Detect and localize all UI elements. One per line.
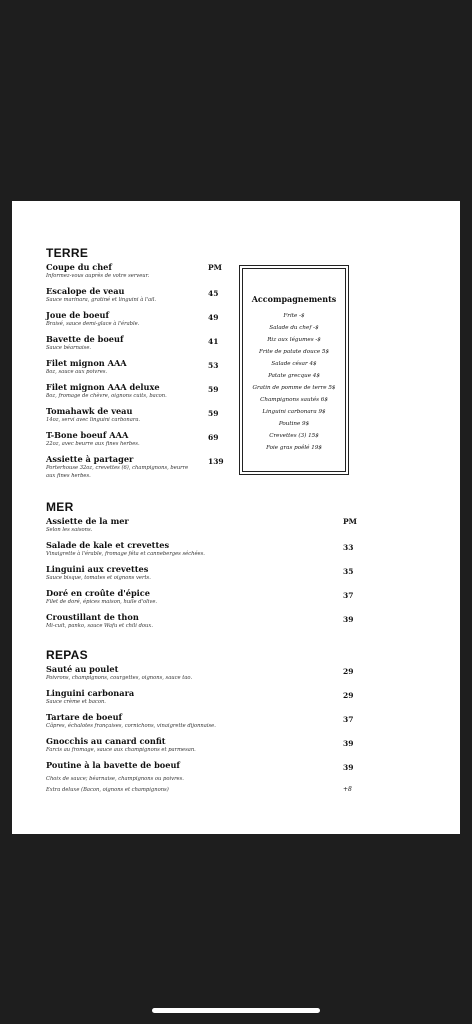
side-item: Champignons sautés 6$ (260, 397, 328, 403)
side-item: Poutine 9$ (278, 421, 310, 427)
item-name: Croustillant de thon (46, 612, 139, 622)
item-name: Sauté au poulet (46, 664, 119, 674)
side-item: Patate grecque 4$ (268, 373, 320, 379)
menu-item (46, 262, 206, 281)
item-desc: Sauce béarnaise. (46, 345, 92, 351)
item-desc: 22oz, avec beurre aux fines herbes. (46, 441, 140, 447)
menu-item (46, 358, 206, 377)
item-desc: Sauce bisque, tomates et oignons verts. (46, 575, 151, 581)
item-name: Joue de boeuf (46, 310, 110, 320)
side-item: Linguini carbonara 9$ (262, 409, 326, 415)
item-price: 139 (208, 457, 224, 466)
side-item: Crevettes (3) 15$ (269, 433, 319, 439)
side-item: Salade césar 4$ (271, 361, 317, 367)
menu-item (46, 454, 196, 480)
side-item: Foie gras poêlé 19$ (266, 445, 322, 451)
menu-page (12, 201, 460, 834)
item-price: 39 (343, 615, 354, 624)
menu-item (46, 310, 206, 329)
item-desc: Mi-cuit, panko, sauce Wafu et chili doux. (46, 623, 153, 629)
item-desc: Farcis au fromage, sauce aux champignons et parmesan. (46, 747, 196, 753)
section-title-terre: TERRE (46, 246, 89, 260)
menu-item (46, 564, 306, 583)
item-extra-price: +8 (343, 786, 352, 793)
item-price: 45 (208, 289, 219, 298)
menu-item (46, 540, 306, 559)
item-name: Coupe du chef (46, 262, 112, 272)
item-name: Tartare de boeuf (46, 712, 123, 722)
item-name: Assiette de la mer (46, 516, 129, 526)
item-price: 53 (208, 361, 219, 370)
menu-item (46, 430, 206, 449)
item-name: Poutine à la bavette de boeuf (46, 760, 180, 770)
item-desc: Sauce crème et bacon. (46, 699, 106, 705)
section-title-mer: MER (46, 500, 74, 514)
item-price: 33 (343, 543, 354, 552)
item-name: Escalope de veau (46, 286, 125, 296)
section-title-repas: REPAS (46, 648, 88, 662)
item-name: Doré en croûte d'épice (46, 588, 150, 598)
item-price: 39 (343, 763, 354, 772)
menu-item (46, 334, 206, 353)
item-desc: 14oz, servi avec linguini carbonara. (46, 417, 141, 423)
home-indicator[interactable] (152, 1008, 320, 1013)
item-desc: Filet de doré, épices maison, huile d'olive. (46, 599, 158, 605)
price-header-terre: PM (208, 263, 222, 272)
item-desc: 8oz, fromage de chèvre, oignons cuits, bacon. (46, 393, 167, 399)
item-price: 35 (343, 567, 354, 576)
price-header-mer: PM (343, 517, 357, 526)
item-desc: Braisé, sauce demi-glace à l'érable. (46, 321, 140, 327)
item-name: Gnocchis au canard confit (46, 736, 166, 746)
item-name: Assiette à partager (46, 454, 134, 464)
item-desc: Selon les saisons. (46, 527, 93, 533)
accompagnements-title: Accompagnements (251, 294, 337, 304)
item-price: 59 (208, 409, 219, 418)
item-desc: Informez-vous auprès de votre serveur. (46, 273, 150, 279)
side-item: Riz aux légumes -$ (267, 337, 321, 343)
item-price: 41 (208, 337, 219, 346)
item-price: 49 (208, 313, 219, 322)
item-desc: Porterhouse 32oz, crevettes (6), champignons, beurre aux fines herbes. (46, 465, 189, 479)
menu-item (46, 406, 206, 425)
item-desc: Câpres, échalotes françaises, cornichons, vinaigrette dijonnaise. (46, 723, 216, 729)
menu-item (46, 286, 206, 305)
item-price: 39 (343, 739, 354, 748)
menu-item (46, 688, 306, 707)
item-desc: Choix de sauce; béarnaise, champignons ou poivres. (46, 776, 184, 782)
item-desc: Poivrons, champignons, courgettes, oignons, sauce tao. (46, 675, 193, 681)
item-name: Linguini carbonara (46, 688, 135, 698)
item-price: 29 (343, 667, 354, 676)
item-name: Linguini aux crevettes (46, 564, 149, 574)
item-name: Filet mignon AAA (46, 358, 127, 368)
item-extra: Extra deluxe (Bacon, oignons et champignons) (46, 786, 169, 793)
item-desc: Sauce marinara, gratiné et linguini à l'ail. (46, 297, 157, 303)
item-name: T-Bone boeuf AAA (46, 430, 129, 440)
menu-item (46, 712, 306, 731)
item-desc: Vinaigrette à l'érable, fromage féta et canneberges séchées. (46, 551, 205, 557)
side-item: Frite -$ (283, 313, 305, 319)
menu-item (46, 516, 306, 535)
item-price: 37 (343, 715, 354, 724)
accompagnements-box (239, 265, 349, 475)
menu-item (46, 736, 306, 755)
menu-item (46, 588, 306, 607)
item-price: 37 (343, 591, 354, 600)
item-name: Bavette de boeuf (46, 334, 124, 344)
menu-item (46, 664, 306, 683)
menu-item (46, 760, 180, 771)
menu-item (46, 612, 306, 631)
side-item: Frite de patate douce 5$ (258, 349, 330, 355)
item-desc: 8oz, sauce aux poivres. (46, 369, 108, 375)
side-item: Gratin de pomme de terre 5$ (252, 385, 336, 391)
side-item: Salade du chef -$ (269, 325, 319, 331)
menu-item (46, 382, 206, 401)
item-desc-block (46, 776, 306, 794)
item-name: Salade de kale et crevettes (46, 540, 170, 550)
item-name: Tomahawk de veau (46, 406, 133, 416)
item-price: 59 (208, 385, 219, 394)
item-price: 29 (343, 691, 354, 700)
item-price: 69 (208, 433, 219, 442)
item-name: Filet mignon AAA deluxe (46, 382, 160, 392)
